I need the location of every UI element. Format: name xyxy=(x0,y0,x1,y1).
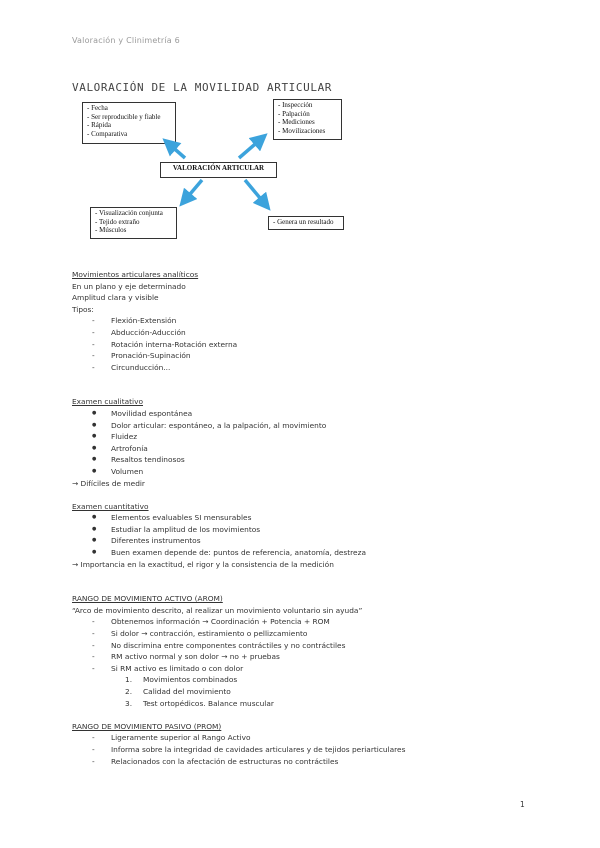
list-item: ● Buen examen depende de: puntos de referencia, anatomía, destreza xyxy=(92,547,542,559)
cualitativo-list xyxy=(72,408,542,478)
list-item: - Rotación interna-Rotación externa xyxy=(92,339,542,351)
list-item: - No discrimina entre componentes contráctiles y no contráctiles xyxy=(92,640,542,652)
section-heading-arom: RANGO DE MOVIMIENTO ACTIVO (AROM) xyxy=(72,594,223,604)
list-item: ● Elementos evaluables SI mensurables xyxy=(92,512,542,524)
list-item: ● Volumen xyxy=(92,466,542,478)
diagram-item: - Tejido extraño xyxy=(95,218,172,227)
list-item: ● Movilidad espontánea xyxy=(92,408,542,420)
note-line: → Importancia en la exactitud, el rigor y la consistencia de la medición xyxy=(72,559,334,569)
list-item: - Circunducción... xyxy=(92,362,542,374)
diagram-item: - Fecha xyxy=(87,104,171,113)
item-text: Calidad del movimiento xyxy=(143,687,231,696)
page-header: Valoración y Clinimetría 6 xyxy=(72,36,180,45)
list-item: - Abducción-Aducción xyxy=(92,327,542,339)
numbered-item xyxy=(125,698,542,710)
list-item: - Ligeramente superior al Rango Activo xyxy=(92,732,542,744)
valoracion-diagram xyxy=(72,92,372,242)
text-line: Tipos: xyxy=(72,304,94,314)
section-heading-cuantitativo: Examen cuantitativo xyxy=(72,501,149,511)
numbered-item xyxy=(125,674,542,686)
arom-numbered-list xyxy=(72,674,542,709)
text-line: En un plano y eje determinado xyxy=(72,281,186,291)
list-item: ● Artrofonía xyxy=(92,443,542,455)
arrow-down-left xyxy=(185,180,202,200)
list-item: ● Estudiar la amplitud de los movimientos xyxy=(92,524,542,536)
list-item: - Pronación-Supinación xyxy=(92,350,542,362)
list-item: ● Resaltos tendinosos xyxy=(92,454,542,466)
arrow-up-right xyxy=(239,139,261,158)
section-heading-prom: RANGO DE MOVIMIENTO PASIVO (PROM) xyxy=(72,721,222,731)
document-body xyxy=(72,269,542,767)
item-number: 1. xyxy=(125,675,133,685)
arrow-down-right xyxy=(245,180,265,204)
item-number: 2. xyxy=(125,687,133,696)
diagram-item: - Inspección xyxy=(278,101,337,110)
list-item: - Si dolor → contracción, estiramiento o pellizcamiento xyxy=(92,628,542,640)
arrow-up-left xyxy=(169,144,185,158)
section-heading-analiticos: Movimientos articulares analíticos xyxy=(72,270,199,279)
item-text: Movimientos combinados xyxy=(143,675,238,685)
page-number: 1 xyxy=(520,800,525,809)
list-item: - Si RM activo es limitado o con dolor xyxy=(92,663,542,675)
prom-list xyxy=(72,732,542,767)
list-item: ● Diferentes instrumentos xyxy=(92,535,542,547)
diagram-item: - Ser reproducible y fiable xyxy=(87,113,171,122)
list-item: ● Fluidez xyxy=(92,431,542,443)
list-item: - Obtenemos información → Coordinación + Potencia + ROM xyxy=(92,616,542,628)
note-line: → Difíciles de medir xyxy=(72,478,145,488)
diagram-item: - Mediciones xyxy=(278,118,337,127)
list-item: - Relacionados con la afectación de estructuras no contráctiles xyxy=(92,756,542,768)
text-line: Amplitud clara y visible xyxy=(72,293,159,303)
list-item: - RM activo normal y son dolor → no + pruebas xyxy=(92,651,542,663)
definition-quote: “Arco de movimiento descrito, al realizar un movimiento voluntario sin ayuda” xyxy=(72,605,363,615)
diagram-item: - Visualización conjunta xyxy=(95,209,172,218)
list-item: - Informa sobre la integridad de cavidades articulares y de tejidos periarticulares xyxy=(92,744,542,756)
diagram-item: - Palpación xyxy=(278,110,337,119)
diagram-arrows xyxy=(72,92,372,242)
diagram-item: - Comparativa xyxy=(87,130,171,139)
diagram-item: - Músculos xyxy=(95,226,172,235)
item-number: 3. xyxy=(125,698,133,708)
item-text: Test ortopédicos. Balance muscular xyxy=(143,698,274,708)
list-item: - Flexión-Extensión xyxy=(92,315,542,327)
tipos-list xyxy=(72,315,542,373)
diagram-item: - Genera un resultado xyxy=(273,218,339,227)
list-item: ● Dolor articular: espontáneo, a la palpación, al movimiento xyxy=(92,420,542,432)
numbered-item xyxy=(125,686,542,698)
arom-list xyxy=(72,616,542,674)
diagram-center-box: VALORACIÓN ARTICULAR xyxy=(160,162,277,178)
cuantitativo-list xyxy=(72,512,542,558)
section-heading-cualitativo: Examen cualitativo xyxy=(72,397,144,407)
diagram-item: - Movilizaciones xyxy=(278,127,337,136)
document-title: VALORACIÓN DE LA MOVILIDAD ARTICULAR xyxy=(72,81,333,95)
diagram-item: - Rápida xyxy=(87,121,171,130)
